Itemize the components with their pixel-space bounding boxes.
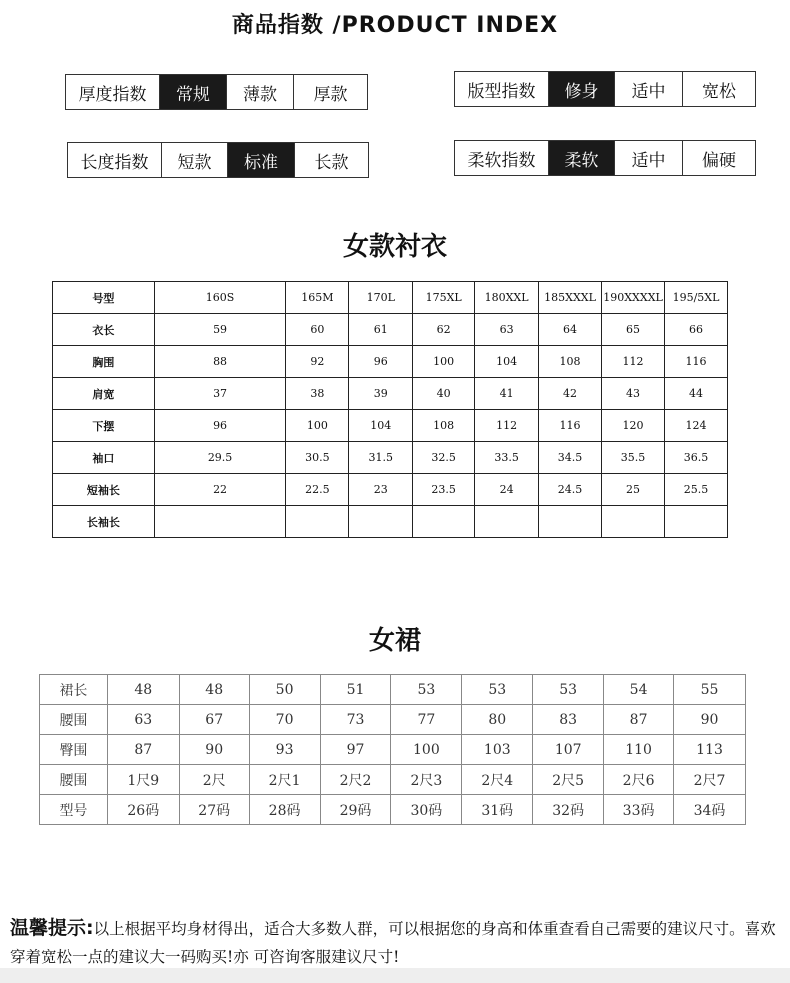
table-cell: 23.5 bbox=[413, 474, 475, 506]
table-cell: 39 bbox=[349, 378, 413, 410]
table-cell: 59 bbox=[154, 314, 286, 346]
table-cell: 27码 bbox=[179, 795, 249, 825]
length-index bbox=[67, 142, 369, 178]
table-cell bbox=[154, 506, 286, 538]
table-cell: 103 bbox=[462, 735, 533, 765]
length-option-short: 短款 bbox=[161, 143, 227, 177]
row-label: 腰围 bbox=[40, 705, 108, 735]
row-label: 臀围 bbox=[40, 735, 108, 765]
table-cell: 160S bbox=[154, 282, 286, 314]
row-label: 腰围 bbox=[40, 765, 108, 795]
length-option-standard: 标准 bbox=[227, 143, 294, 177]
length-option-long: 长款 bbox=[294, 143, 368, 177]
table-cell: 22.5 bbox=[286, 474, 349, 506]
bottom-strip bbox=[0, 968, 790, 983]
softness-option-soft: 柔软 bbox=[548, 141, 614, 175]
table-cell: 104 bbox=[475, 346, 539, 378]
table-cell bbox=[475, 506, 539, 538]
table-cell: 88 bbox=[154, 346, 286, 378]
table-cell: 113 bbox=[674, 735, 746, 765]
table-cell: 110 bbox=[604, 735, 674, 765]
table-cell: 24.5 bbox=[539, 474, 602, 506]
tip-text: 以上根据平均身材得出，适合大多数人群，可以根据您的身高和体重查看自己需要的建议尺寸。喜欢穿着宽松一点的建议大一码购买!亦 可咨询客服建议尺寸! bbox=[10, 920, 776, 966]
table-cell bbox=[286, 506, 349, 538]
table-cell: 65 bbox=[602, 314, 665, 346]
table-cell: 116 bbox=[539, 410, 602, 442]
table-cell: 108 bbox=[413, 410, 475, 442]
table-cell: 87 bbox=[604, 705, 674, 735]
table-cell: 2尺4 bbox=[462, 765, 533, 795]
table-cell: 62 bbox=[413, 314, 475, 346]
page-title: 商品指数 /PRODUCT INDEX bbox=[231, 13, 559, 38]
table-cell: 38 bbox=[286, 378, 349, 410]
table-cell: 97 bbox=[320, 735, 391, 765]
table-cell: 2尺2 bbox=[320, 765, 391, 795]
table-row bbox=[53, 282, 728, 314]
table-cell: 2尺7 bbox=[674, 765, 746, 795]
table-cell: 63 bbox=[107, 705, 179, 735]
table-cell: 31码 bbox=[462, 795, 533, 825]
thickness-option-thick: 厚款 bbox=[293, 75, 367, 109]
table-cell: 34码 bbox=[674, 795, 746, 825]
table-cell: 36.5 bbox=[665, 442, 728, 474]
table-cell: 70 bbox=[249, 705, 320, 735]
table-row bbox=[40, 735, 746, 765]
softness-option-medium: 适中 bbox=[614, 141, 682, 175]
tip-lead: 温馨提示: bbox=[10, 917, 94, 939]
table-cell: 55 bbox=[674, 675, 746, 705]
table-cell: 124 bbox=[665, 410, 728, 442]
thickness-index-label: 厚度指数 bbox=[78, 84, 147, 105]
softness-option-stiff: 偏硬 bbox=[682, 141, 755, 175]
table-cell: 34.5 bbox=[539, 442, 602, 474]
table-row bbox=[40, 765, 746, 795]
table-cell: 112 bbox=[602, 346, 665, 378]
table-cell: 31.5 bbox=[349, 442, 413, 474]
table-cell: 104 bbox=[349, 410, 413, 442]
table-cell: 29.5 bbox=[154, 442, 286, 474]
table-cell: 48 bbox=[179, 675, 249, 705]
table-cell: 61 bbox=[349, 314, 413, 346]
table-cell: 2尺3 bbox=[391, 765, 462, 795]
table-cell: 26码 bbox=[107, 795, 179, 825]
row-label: 型号 bbox=[40, 795, 108, 825]
table-cell: 24 bbox=[475, 474, 539, 506]
skirt-section-title: 女裙 bbox=[368, 626, 421, 656]
row-label: 胸围 bbox=[53, 346, 155, 378]
shirt-size-table bbox=[52, 281, 728, 538]
row-label: 衣长 bbox=[53, 314, 155, 346]
table-cell: 41 bbox=[475, 378, 539, 410]
fit-index bbox=[454, 71, 756, 107]
row-label: 肩宽 bbox=[53, 378, 155, 410]
table-cell: 100 bbox=[413, 346, 475, 378]
table-cell: 170L bbox=[349, 282, 413, 314]
table-cell: 92 bbox=[286, 346, 349, 378]
table-cell: 96 bbox=[349, 346, 413, 378]
table-cell: 30码 bbox=[391, 795, 462, 825]
table-cell: 37 bbox=[154, 378, 286, 410]
table-row bbox=[53, 442, 728, 474]
table-cell: 108 bbox=[539, 346, 602, 378]
table-cell: 120 bbox=[602, 410, 665, 442]
table-cell: 2尺6 bbox=[604, 765, 674, 795]
table-cell: 100 bbox=[286, 410, 349, 442]
table-cell: 116 bbox=[665, 346, 728, 378]
table-cell: 90 bbox=[674, 705, 746, 735]
table-cell: 53 bbox=[391, 675, 462, 705]
table-cell: 80 bbox=[462, 705, 533, 735]
table-cell: 23 bbox=[349, 474, 413, 506]
table-cell: 22 bbox=[154, 474, 286, 506]
table-cell: 32.5 bbox=[413, 442, 475, 474]
table-cell bbox=[665, 506, 728, 538]
table-cell: 50 bbox=[249, 675, 320, 705]
softness-index-label: 柔软指数 bbox=[467, 150, 536, 171]
row-label: 下摆 bbox=[53, 410, 155, 442]
table-cell bbox=[413, 506, 475, 538]
table-row bbox=[53, 346, 728, 378]
thickness-index bbox=[65, 74, 368, 110]
table-cell: 54 bbox=[604, 675, 674, 705]
row-label: 裙长 bbox=[40, 675, 108, 705]
table-row bbox=[53, 506, 728, 538]
table-row bbox=[53, 410, 728, 442]
table-cell bbox=[349, 506, 413, 538]
table-row bbox=[53, 474, 728, 506]
table-cell: 53 bbox=[533, 675, 604, 705]
thickness-option-regular: 常规 bbox=[159, 75, 226, 109]
table-cell: 195/5XL bbox=[665, 282, 728, 314]
row-label: 袖口 bbox=[53, 442, 155, 474]
table-cell: 180XXL bbox=[475, 282, 539, 314]
table-cell: 1尺9 bbox=[107, 765, 179, 795]
table-cell: 33.5 bbox=[475, 442, 539, 474]
table-cell bbox=[539, 506, 602, 538]
table-cell: 25 bbox=[602, 474, 665, 506]
table-cell: 185XXXL bbox=[539, 282, 602, 314]
table-cell: 87 bbox=[107, 735, 179, 765]
fit-index-label: 版型指数 bbox=[467, 81, 536, 102]
table-cell: 64 bbox=[539, 314, 602, 346]
table-cell: 35.5 bbox=[602, 442, 665, 474]
table-cell: 175XL bbox=[413, 282, 475, 314]
fit-option-slim: 修身 bbox=[548, 72, 614, 106]
table-cell: 73 bbox=[320, 705, 391, 735]
table-cell: 29码 bbox=[320, 795, 391, 825]
fit-option-medium: 适中 bbox=[614, 72, 682, 106]
table-row bbox=[53, 378, 728, 410]
length-index-label: 长度指数 bbox=[80, 152, 149, 173]
table-cell: 53 bbox=[462, 675, 533, 705]
table-cell: 25.5 bbox=[665, 474, 728, 506]
table-cell: 66 bbox=[665, 314, 728, 346]
table-cell: 2尺5 bbox=[533, 765, 604, 795]
table-cell: 107 bbox=[533, 735, 604, 765]
table-cell: 77 bbox=[391, 705, 462, 735]
fit-option-loose: 宽松 bbox=[682, 72, 755, 106]
shirt-section-title: 女款衬衣 bbox=[342, 232, 447, 262]
table-cell: 43 bbox=[602, 378, 665, 410]
table-row bbox=[40, 795, 746, 825]
table-cell: 33码 bbox=[604, 795, 674, 825]
table-cell bbox=[602, 506, 665, 538]
row-label: 短袖长 bbox=[53, 474, 155, 506]
table-row bbox=[53, 314, 728, 346]
skirt-size-table bbox=[39, 674, 746, 825]
table-row bbox=[40, 705, 746, 735]
table-cell: 112 bbox=[475, 410, 539, 442]
softness-index bbox=[454, 140, 756, 176]
table-cell: 28码 bbox=[249, 795, 320, 825]
table-cell: 63 bbox=[475, 314, 539, 346]
table-cell: 40 bbox=[413, 378, 475, 410]
row-label: 号型 bbox=[53, 282, 155, 314]
table-cell: 90 bbox=[179, 735, 249, 765]
table-cell: 2尺1 bbox=[249, 765, 320, 795]
table-cell: 93 bbox=[249, 735, 320, 765]
size-tip bbox=[10, 914, 780, 971]
table-cell: 165M bbox=[286, 282, 349, 314]
table-cell: 83 bbox=[533, 705, 604, 735]
table-cell: 67 bbox=[179, 705, 249, 735]
thickness-option-thin: 薄款 bbox=[226, 75, 293, 109]
table-cell: 42 bbox=[539, 378, 602, 410]
table-cell: 32码 bbox=[533, 795, 604, 825]
table-cell: 48 bbox=[107, 675, 179, 705]
table-cell: 60 bbox=[286, 314, 349, 346]
table-cell: 2尺 bbox=[179, 765, 249, 795]
table-cell: 51 bbox=[320, 675, 391, 705]
table-cell: 100 bbox=[391, 735, 462, 765]
table-cell: 30.5 bbox=[286, 442, 349, 474]
table-cell: 190XXXXL bbox=[602, 282, 665, 314]
table-cell: 44 bbox=[665, 378, 728, 410]
table-row bbox=[40, 675, 746, 705]
table-cell: 96 bbox=[154, 410, 286, 442]
row-label: 长袖长 bbox=[53, 506, 155, 538]
